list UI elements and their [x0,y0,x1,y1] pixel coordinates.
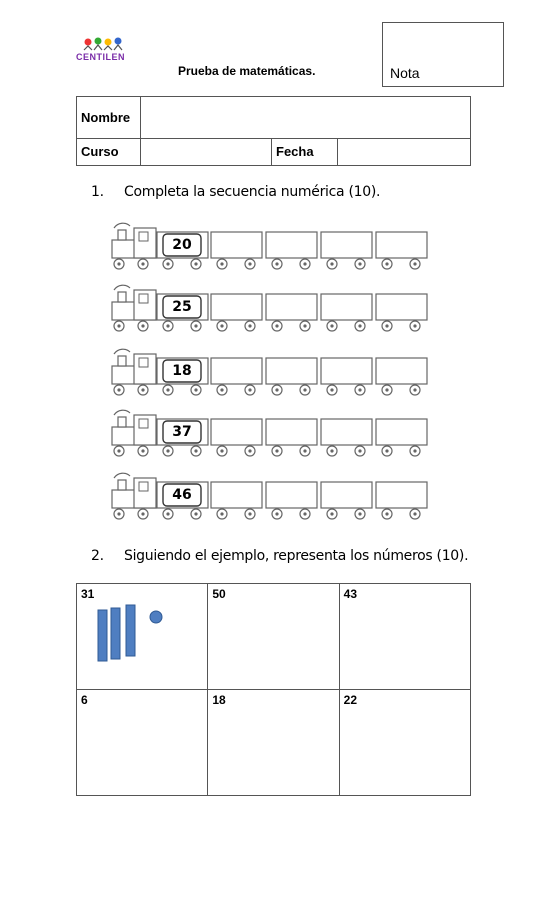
student-info-table [76,96,471,166]
question-1-number: 1. [91,184,104,200]
page-title: Prueba de matemáticas. [178,64,316,78]
cell-number: 50 [212,587,226,601]
train-sequence [110,470,430,520]
nombre-label: Nombre [77,97,141,139]
train-sequence [110,282,430,332]
nombre-field[interactable] [141,97,471,139]
train-icon [110,282,430,332]
sequence-start-number: 25 [172,299,192,315]
train-sequence [110,407,430,457]
cell-number: 31 [81,587,95,601]
nota-label: Nota [390,65,420,81]
cell-number: 18 [212,693,226,707]
question-2-number: 2. [91,548,104,564]
question-1-heading [91,184,380,200]
sequence-start-number: 37 [172,424,192,440]
cell-number: 6 [81,693,88,707]
curso-label: Curso [77,138,141,165]
curso-field[interactable] [141,138,272,165]
logo-text: CENTILEN [76,52,125,62]
train-sequence [110,220,430,270]
question-2-text: Siguiendo el ejemplo, representa los números (10). [124,548,469,564]
sequence-start-number: 18 [172,363,192,379]
nota-box[interactable] [382,22,504,87]
grid-cell[interactable] [208,584,339,690]
train-icon [110,346,430,396]
question-2-heading [91,548,468,564]
sequence-start-number: 46 [172,487,192,503]
grid-cell[interactable] [339,690,470,796]
question-1-text: Completa la secuencia numérica (10). [124,184,381,200]
grid-cell[interactable] [77,690,208,796]
grid-cell[interactable] [77,584,208,690]
base-ten-blocks-icon [95,598,165,662]
train-sequence [110,346,430,396]
train-icon [110,470,430,520]
train-icon [110,220,430,270]
fecha-label: Fecha [272,138,338,165]
cell-number: 43 [343,587,358,601]
fecha-field[interactable] [338,138,471,165]
grid-cell[interactable] [339,584,470,690]
train-icon [110,407,430,457]
grid-cell[interactable] [208,690,339,796]
sequence-start-number: 20 [172,237,192,253]
representation-grid [76,583,471,796]
cell-number: 22 [343,693,358,707]
